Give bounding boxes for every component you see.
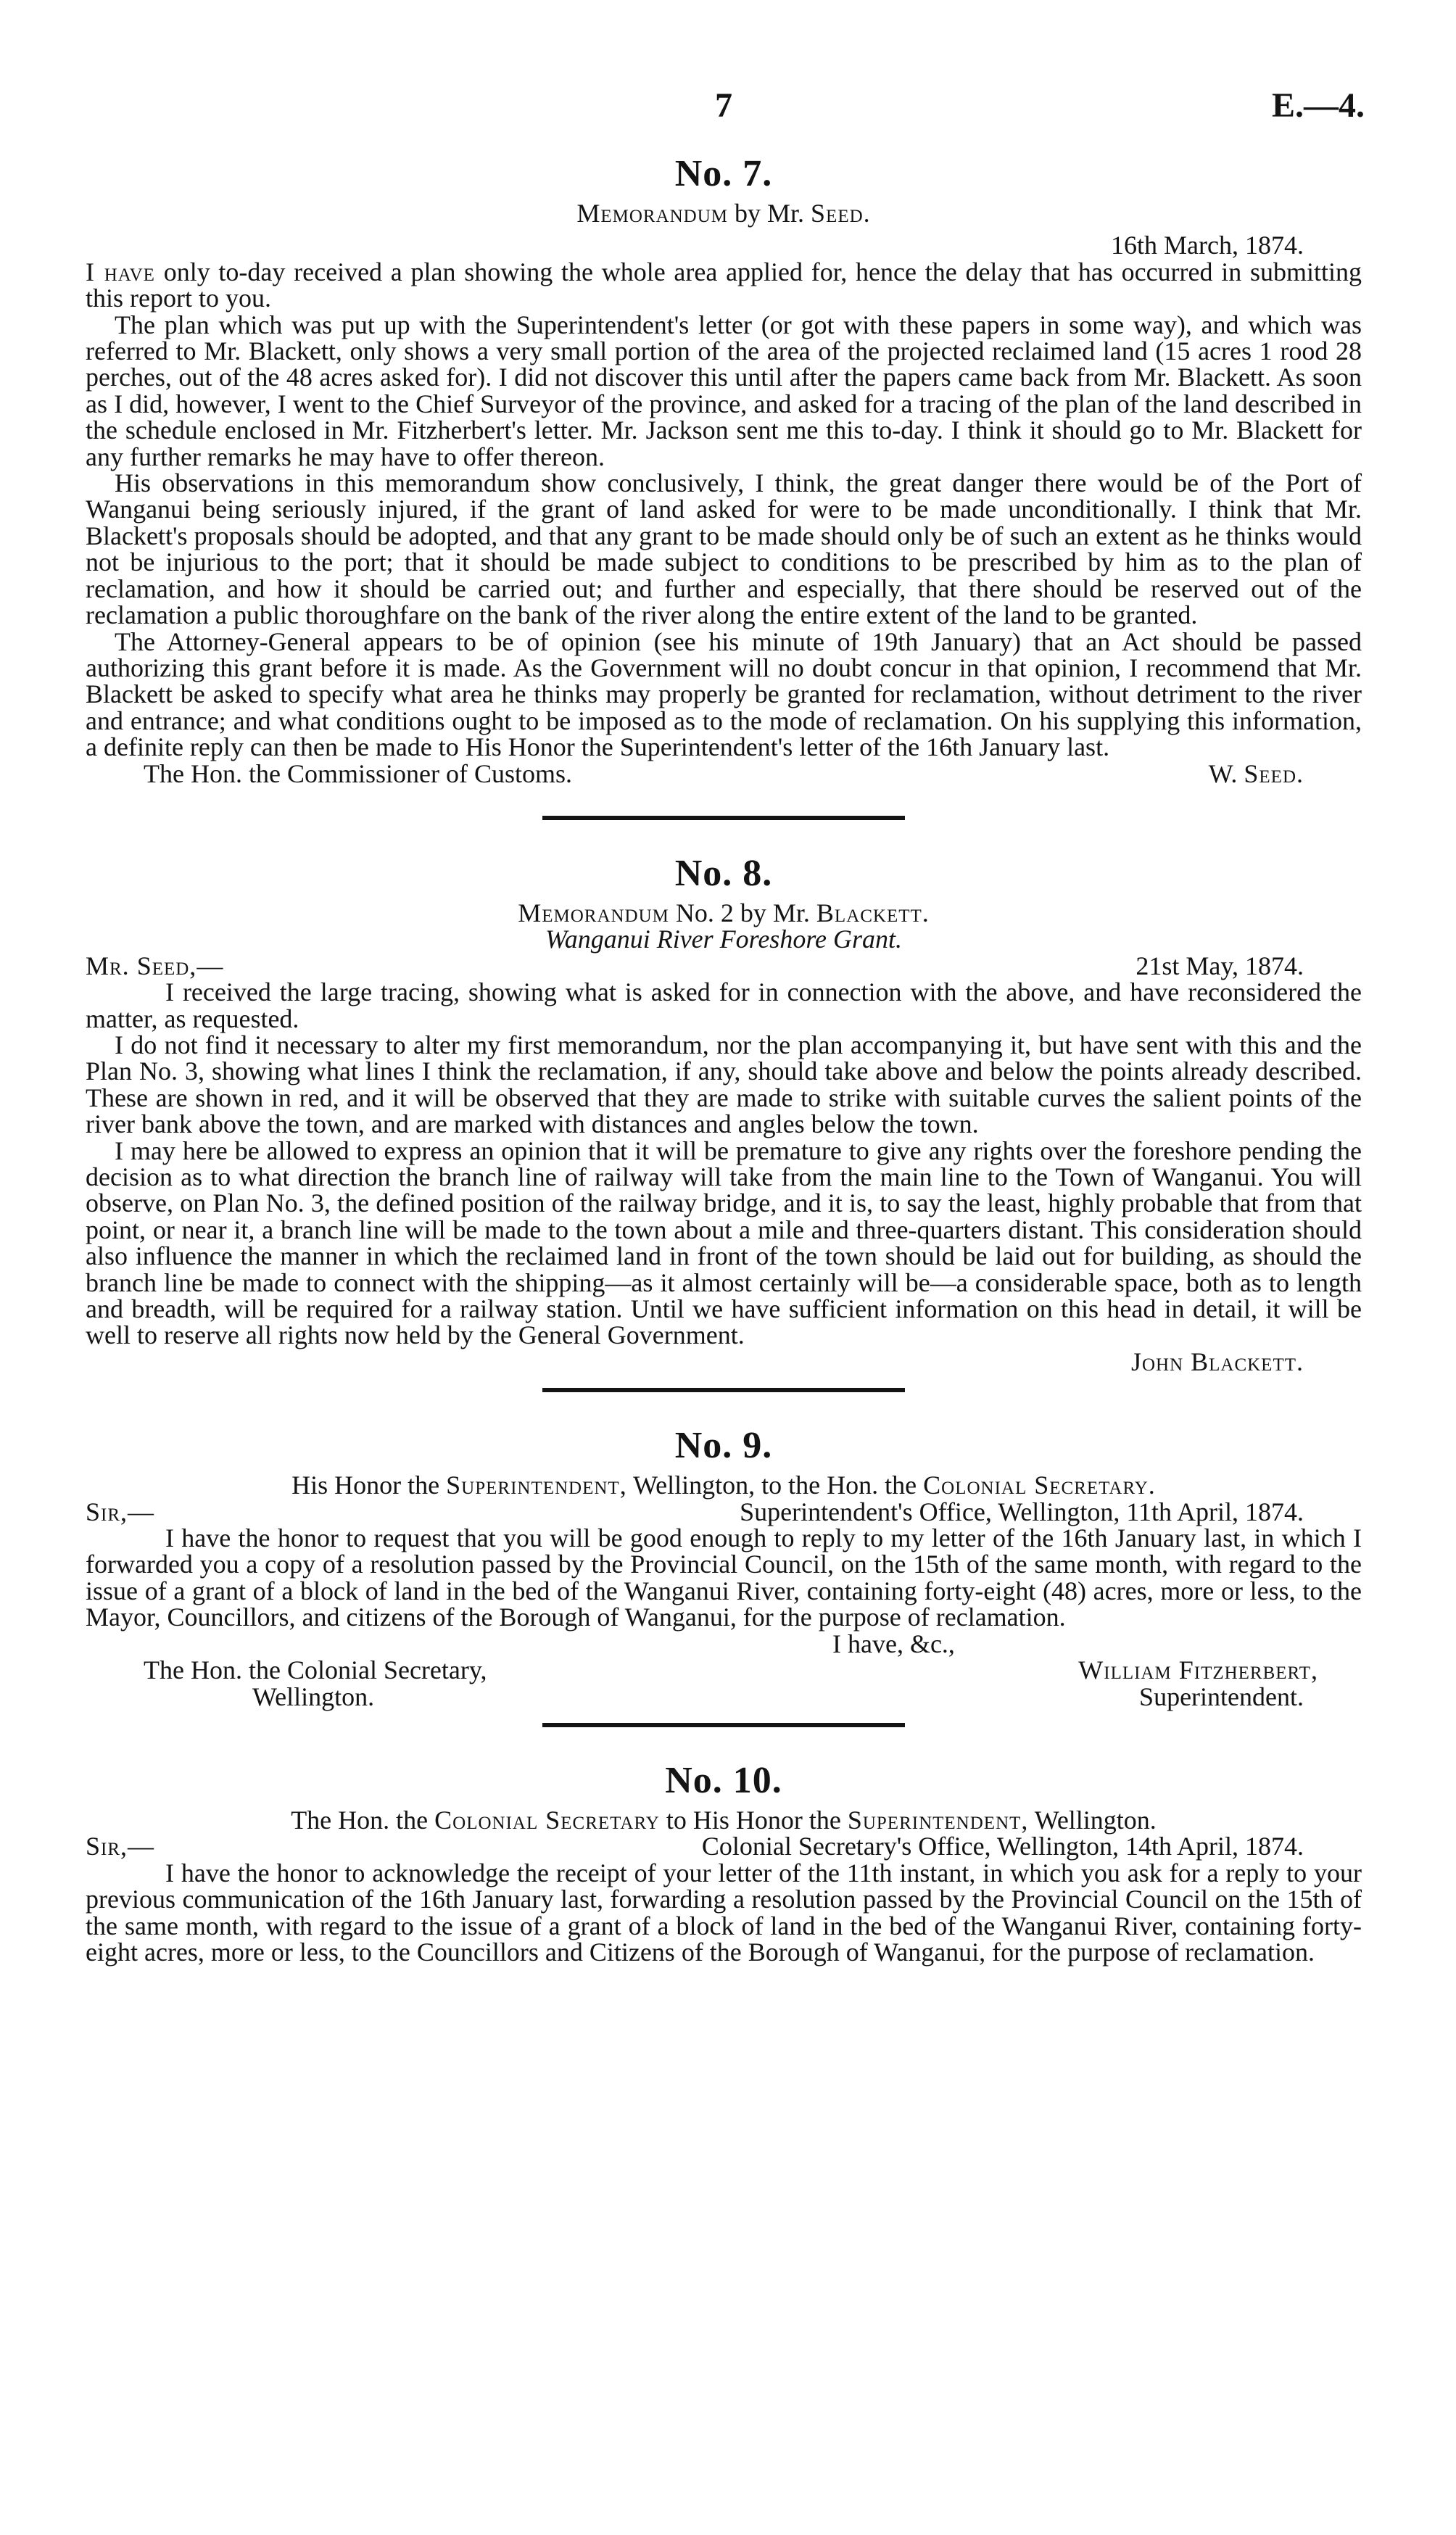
signature [1208, 758, 1362, 788]
page-number: 7 [715, 86, 732, 125]
paragraph: I do not find it necessary to alter my first memorandum, nor the plan accompanying it, but have sent with this and the Plan No. 3, showing what lines I think the reclamation, if any, should take above and below the points already described. These are shown in red, and it will be observed that they are made to strike with suitable curves the salient points of the river bank above the town, and are marked with distances and angles below the town. [86, 1030, 1362, 1139]
salutation-part: — [128, 1497, 154, 1526]
divider-rule [542, 1723, 905, 1727]
section-no-8 [86, 852, 1362, 1375]
salutation [86, 1499, 154, 1525]
salutation-row [86, 1499, 1362, 1525]
document-page [86, 0, 1365, 1967]
section-subtitle: Wanganui River Foreshore Grant. [545, 925, 902, 954]
signature-part: Seed. [1244, 758, 1304, 788]
paragraph: I have the honor to request that you will be good enough to reply to my letter of the 16th January last, in which I forwarded you a copy of a resolution passed by the Provincial Council, on the 15th of the same month, with regard to the issue of a grant of a block of land in the bed of the Wanganui River, containing forty-eight (48) acres, more or less, to the Mayor, Councillors, and citizens of the Borough of Wanganui, for the purpose of reclamation. [86, 1523, 1362, 1632]
subheading-part: to His Honor the [659, 1805, 848, 1835]
running-header [86, 0, 1365, 152]
section-heading: No. 7. [674, 153, 773, 194]
sender-address: Superintendent's Office, Wellington, 11th April, 1874. [740, 1497, 1304, 1526]
lead-words: I have [86, 257, 155, 286]
subheading-part: Memorandum [576, 199, 729, 228]
paragraph: I received the large tracing, showing what is asked for in connection with the above, and have reconsidered the matter, as requested. [86, 977, 1362, 1033]
divider [86, 1710, 1362, 1759]
signature-row [86, 1657, 1362, 1683]
signature-row [86, 1684, 1362, 1710]
paragraph: I have the honor to acknowledge the receipt of your letter of the 11th instant, in which you ask for a reply to your previous communication of the 16th January last, forwarding a resolution passed by the Provincial Council on the 15th of the same month, with regard to the issue of a grant of a block of land in the bed of the Wanganui River, containing forty-eight acres, more or less, to the Councillors and Citizens of the Borough of Wanganui, for the purpose of reclamation. [86, 1858, 1362, 1967]
section-subheading [86, 200, 1362, 226]
subheading-part: Superintendent, [847, 1805, 1029, 1835]
subheading-part: Seed. [811, 199, 871, 228]
section-subheading [86, 1807, 1362, 1833]
subheading-part: Memorandum [518, 898, 669, 927]
paragraph: I may here be allowed to express an opinion that it will be premature to give any rights over the foreshore pending the decision as to what direction the branch line of railway will take from the main line to the Town of Wanganui. You will observe, on Plan No. 3, the defined position of the railway bridge, and it is, to say the least, highly probable that from that point, or near it, a branch line will be made to the town about a mile and three-quarters distant. This consideration should also influence the manner in which the reclaimed land in front of the town should be laid out for building, as should the branch line be made to connect with the shipping—as it almost certainly will be—a considerable space, both as to length and breadth, will be required for a railway station. Until we have sufficient information on this head in detail, it will be well to reserve all rights now held by the General Government. [86, 1136, 1362, 1350]
section-subheading [86, 900, 1362, 926]
memo-date: 16th March, 1874. [1111, 231, 1304, 260]
paragraph: The Attorney-General appears to be of opinion (see his minute of 19th January) that an Act should be passed authorizing this grant before it is made. As the Government will no doubt concur in that opinion, I recommend that Mr. Blackett be asked to specify what area he thinks may properly be granted for reclamation, without detriment to the river and entrance; and what conditions ought to be imposed as to the mode of reclamation. On his supplying this information, a definite reply can then be made to His Honor the Superintendent's letter of the 16th January last. [86, 626, 1362, 762]
subheading-part: His Honor the [291, 1471, 447, 1500]
salutation-part: Seed, [136, 951, 197, 980]
salutation-part: Mr. [86, 951, 137, 980]
salutation [86, 953, 223, 979]
subheading-part: Superintendent, [446, 1471, 627, 1500]
paragraph: The plan which was put up with the Superintendent's letter (or got with these papers in some way), and which was referred to Mr. Blackett, only shows a very small portion of the area of the projected reclaimed land (15 acres 1 rood 28 perches, out of the 48 acres asked for). I did not discover this until after the papers came back from Mr. Blackett. As soon as I did, however, I went to the Chief Surveyor of the province, and asked for a tracing of the plan of the land described in the schedule enclosed in Mr. Fitzherbert's letter. Mr. Jackson sent me this to-day. I think it should go to Mr. Blackett for any further remarks he may have to offer thereon. [86, 310, 1362, 471]
section-heading: No. 10. [665, 1759, 782, 1801]
section-heading: No. 8. [674, 852, 773, 894]
subheading-part: Wellington, to the Hon. the [626, 1471, 924, 1500]
divider [86, 1375, 1362, 1424]
salutation-part: Sir, [86, 1832, 128, 1861]
signature-row [86, 758, 1362, 788]
subheading-part: Colonial Secretary. [923, 1471, 1156, 1500]
section-no-10 [86, 1759, 1362, 1965]
closing: I have, &c., [832, 1629, 955, 1658]
section-subheading [86, 1472, 1362, 1498]
addressee-city: Wellington. [252, 1682, 375, 1711]
addressee: The Hon. the Colonial Secretary, [144, 1655, 487, 1685]
divider-rule [542, 1388, 905, 1392]
memo-date: 21st May, 1874. [1136, 951, 1304, 980]
salutation-row [86, 1833, 1362, 1859]
divider [86, 787, 1362, 852]
salutation-part: Sir, [86, 1497, 128, 1526]
subheading-part: Colonial Secretary [434, 1805, 660, 1835]
salutation-row [86, 953, 1362, 979]
section-no-9 [86, 1424, 1362, 1710]
salutation-part: — [197, 951, 223, 980]
subheading-part: Wellington. [1028, 1805, 1157, 1835]
subheading-part: No. 2 by Mr. [669, 898, 816, 927]
salutation-part: — [128, 1832, 154, 1861]
subheading-part: by Mr. [728, 199, 811, 228]
subheading-part: Blackett. [816, 898, 930, 927]
salutation [86, 1833, 154, 1859]
divider-rule [542, 816, 905, 820]
addressee: The Hon. the Commissioner of Customs. [144, 758, 572, 788]
section-heading: No. 9. [674, 1425, 773, 1467]
signature-title: Superintendent. [1139, 1682, 1304, 1711]
subheading-part: The Hon. the [291, 1805, 435, 1835]
paragraph: His observations in this memorandum show conclusively, I think, the great danger there would be of the Port of Wanganui being seriously injured, if the grant of land asked for were to be made unconditionally. I think that Mr. Blackett's proposals should be adopted, and that any grant to be made should only be of such an extent as he thinks would not be injurious to the port; that it should be made subject to conditions to be prescribed by him as to the plan of reclamation, and how it should be carried out; and further and especially, that there should be reserved out of the reclamation a public thoroughfare on the bank of the river along the entire extent of the land to be granted. [86, 468, 1362, 630]
signature: William Fitzherbert, [1078, 1655, 1318, 1685]
paragraph-text: only to-day received a plan showing the whole area applied for, hence the delay that has occurred in submitting this report to you. [86, 257, 1362, 313]
paragraph [86, 259, 1362, 312]
signature-part: W. [1208, 758, 1244, 788]
document-reference: E.—4. [1271, 86, 1365, 125]
signature: John Blackett. [1130, 1347, 1304, 1376]
sender-address: Colonial Secretary's Office, Wellington, 14th April, 1874. [701, 1832, 1304, 1861]
section-no-7 [86, 152, 1362, 787]
